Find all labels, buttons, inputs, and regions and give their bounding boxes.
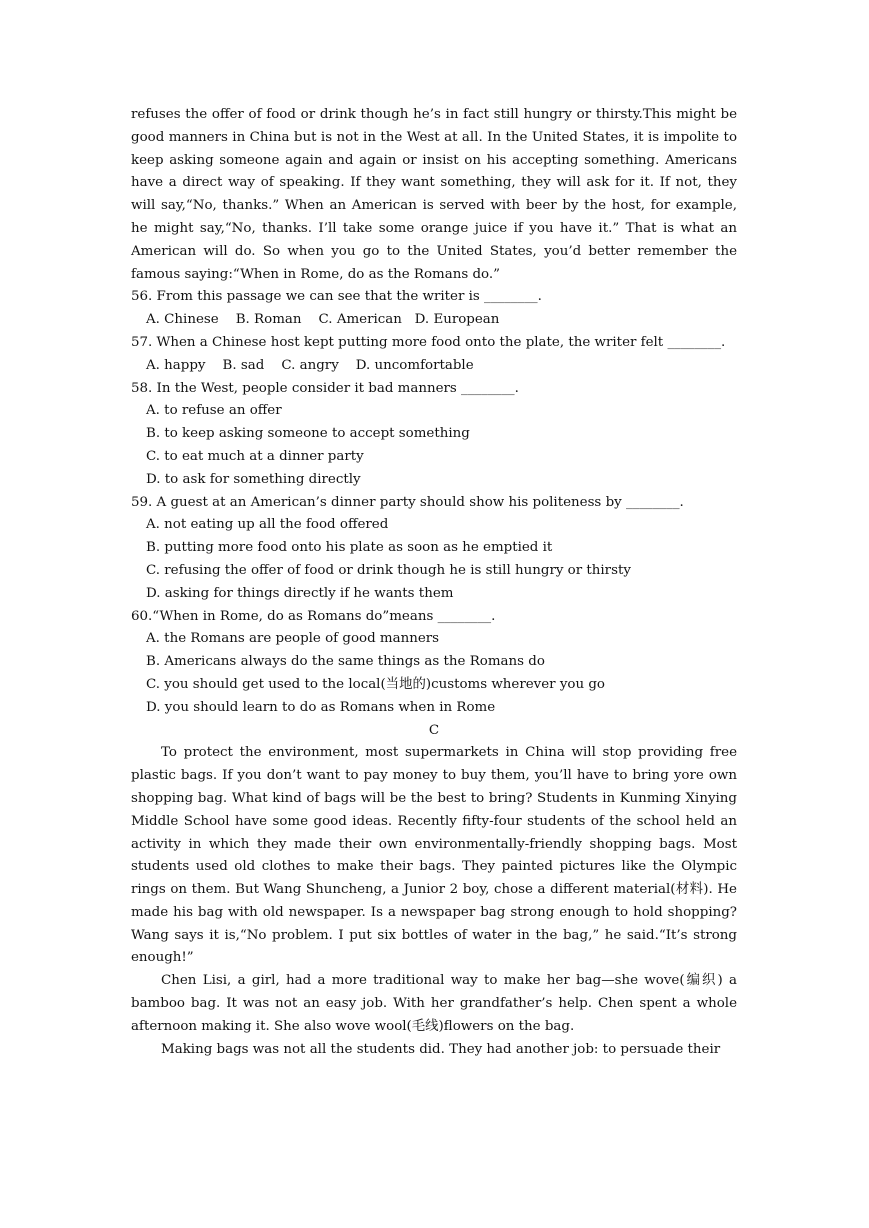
exam-page xyxy=(131,104,737,1061)
answer-option-b: B. to keep asking someone to accept something xyxy=(146,426,470,442)
answer-option-d: D. to ask for something directly xyxy=(146,471,361,487)
passage-c-paragraph-3: Making bags was not all the students did. They had another job: to persuade their xyxy=(161,1041,721,1057)
question-57 xyxy=(131,332,737,378)
answer-option-c: C. to eat much at a dinner party xyxy=(146,448,364,464)
passage-c-paragraph-1: To protect the environment, most supermarkets in China will stop providing free plastic bags. If you don’t want to pay money to buy them, you’ll have to bring yore own shopping bag. What kind of bags will be the best to bring? Students in Kunming Xinying Middle School have some good ideas. Recently fifty-four students of the school held an activity in which they made their own environmentally-friendly shopping bags. Most students used old clothes to make their bags. They painted pictures like the Olympic rings on them. But Wang Shuncheng, a Junior 2 boy, chose a different material(材料). He made his bag with old newspaper. Is a newspaper bag strong enough to hold shopping? Wang says it is,“No problem. I put six bottles of water in the bag,” he said.“It’s strong enough!” xyxy=(131,745,737,966)
question-stem: 56. From this passage we can see that the writer is ________. xyxy=(131,289,542,305)
question-60 xyxy=(131,606,737,720)
answer-options: A. happy B. sad C. angry D. uncomfortable xyxy=(146,357,474,373)
answer-option-d: D. you should learn to do as Romans when in Rome xyxy=(146,699,496,715)
passage-b-paragraph: refuses the offer of food or drink though he’s in fact still hungry or thirsty.This might be good manners in China but is not in the West at all. In the United States, it is impolite to keep asking someone again and again or insist on his accepting something. Americans have a direct way of speaking. If they want something, they will ask for it. If not, they will say,“No, thanks.” When an American is served with beer by the host, for example, he might say,“No, thanks. I’ll take some orange juice if you have it.” That is what an American will do. So when you go to the United States, you’d better remember the famous saying:“When in Rome, do as the Romans do.” xyxy=(131,107,737,282)
question-stem: 60.“When in Rome, do as Romans do”means ________. xyxy=(131,608,496,624)
passage-c-paragraph-2: Chen Lisi, a girl, had a more traditional way to make her bag—she wove(编织) a bamboo bag. It was not an easy job. With her grandfather’s help. Chen spent a whole afternoon making it. She also wove wool(毛线)flowers on the bag. xyxy=(131,973,737,1034)
answer-option-a: A. not eating up all the food offered xyxy=(146,517,389,533)
question-stem: 58. In the West, people consider it bad manners ________. xyxy=(131,380,519,396)
answer-option-c: C. you should get used to the local(当地的)customs wherever you go xyxy=(146,676,605,692)
question-59 xyxy=(131,492,737,606)
answer-option-a: A. to refuse an offer xyxy=(146,403,282,419)
answer-option-b: B. Americans always do the same things as the Romans do xyxy=(146,654,545,670)
answer-option-b: B. putting more food onto his plate as soon as he emptied it xyxy=(146,540,553,556)
answer-option-c: C. refusing the offer of food or drink though he is still hungry or thirsty xyxy=(146,562,631,578)
question-stem: 57. When a Chinese host kept putting more food onto the plate, the writer felt ________. xyxy=(131,334,726,350)
answer-options: A. Chinese B. Roman C. American D. European xyxy=(146,312,500,328)
question-56 xyxy=(131,286,737,332)
question-58 xyxy=(131,378,737,492)
answer-option-a: A. the Romans are people of good manners xyxy=(146,631,440,647)
question-stem: 59. A guest at an American’s dinner party should show his politeness by ________. xyxy=(131,494,684,510)
section-heading: C xyxy=(428,722,440,738)
answer-option-d: D. asking for things directly if he wants them xyxy=(146,585,454,601)
